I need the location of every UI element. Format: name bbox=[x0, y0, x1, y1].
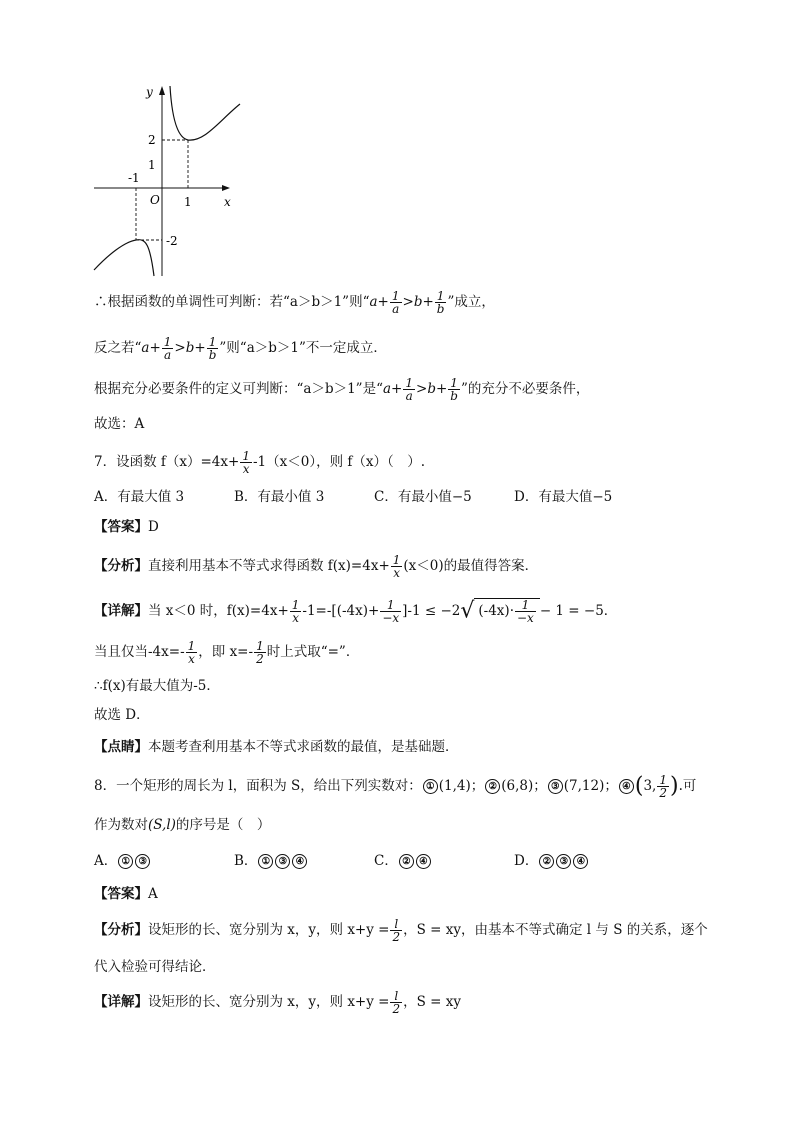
tick-x-1: 1 bbox=[184, 195, 192, 209]
q7-choose: 故选 D． bbox=[94, 707, 150, 723]
q8-analysis-2: 代入检验可得结论． bbox=[94, 959, 216, 975]
q8-options: A． ① ③ B． ① ③ ④ C． ② ④ D． ② ③ ④ bbox=[94, 852, 589, 870]
y-axis-arrow bbox=[159, 86, 165, 95]
q7-options: A．有最大值 3 B．有最小值 3 C．有最小值−5 D．有最大值−5 bbox=[94, 489, 613, 505]
q8-analysis: 【分析】设矩形的长、宽分别为 x，y，则 x+y = $\frac{l}{2}$ ，S = xy，由基本不等式确定 l 与 S 的关系，逐个 bbox=[94, 917, 708, 944]
q7-stem: 7．设函数 f（x）=4x+ $\frac{1}{x}$ -1（x＜0），则 f（x）（ ）. bbox=[94, 449, 426, 476]
para-sufficient: 根据充分必要条件的定义可判断：“a＞b＞1”是“a+ $\frac{1}{a}$ >b+ $\frac{1}{b}$ ”的充分不必要条件， bbox=[94, 376, 590, 403]
q8-detail: 【详解】设矩形的长、宽分别为 x，y，则 x+y = $\frac{l}{2}$ ，S = xy bbox=[94, 989, 462, 1016]
para-monotonic: ∴根据函数的单调性可判断：若“a＞b＞1”则“a+ $\frac{1}{a}$ >b+ $\frac{1}{b}$ ”成立， bbox=[94, 289, 495, 316]
q7-equality: 当且仅当-4x=- $\frac{1}{x}$ ，即 x=- $\frac{1}{2}$ 时上式取“=”． bbox=[94, 639, 360, 666]
q7-detail: 【详解】当 x＜0 时，f(x)=4x+ $\frac{1}{x}$ -1=-[(-4x)+ $\frac{1}{-x}$ ]-1 ≤ −2√ (-4x)· $\frac{1}{-x}$ − 1 = −5． bbox=[94, 598, 618, 625]
q7-comment: 【点睛】本题考查利用基本不等式求函数的最值，是基础题． bbox=[94, 739, 459, 755]
q8-stem: 8．一个矩形的周长为 l，面积为 S，给出下列实数对： ① (1,4)； ② (6,8)； ③ (7,12)； ④ (3, $\frac{1}{2}$ ).可 bbox=[94, 773, 697, 800]
q8-answer: 【答案】A bbox=[94, 886, 158, 902]
tick-x-neg1: -1 bbox=[128, 171, 140, 185]
q8-stem-2: 作为数对(S,l)的序号是（ ） bbox=[94, 817, 271, 833]
q7-answer: 【答案】D bbox=[94, 519, 159, 535]
q7-analysis: 【分析】直接利用基本不等式求得函数 f(x)=4x+ $\frac{1}{x}$ (x＜0)的最值得答案． bbox=[94, 553, 539, 580]
tick-y-1: 1 bbox=[148, 158, 156, 172]
tick-y-neg2: -2 bbox=[166, 234, 178, 248]
curve-left-branch bbox=[94, 240, 154, 276]
curve-right-branch bbox=[170, 86, 240, 140]
x-axis-arrow bbox=[222, 185, 230, 191]
y-axis-label: y bbox=[146, 85, 153, 99]
function-graph bbox=[90, 80, 250, 280]
origin-label: O bbox=[150, 193, 160, 207]
para-converse: 反之若“a+ $\frac{1}{a}$ >b+ $\frac{1}{b}$ ”则“a＞b＞1”不一定成立． bbox=[94, 335, 387, 362]
q7-max: ∴f(x)有最大值为-5． bbox=[94, 678, 220, 694]
para-choose-a: 故选：A bbox=[94, 416, 145, 432]
x-axis-label: x bbox=[224, 195, 231, 209]
tick-y-2: 2 bbox=[148, 133, 156, 147]
